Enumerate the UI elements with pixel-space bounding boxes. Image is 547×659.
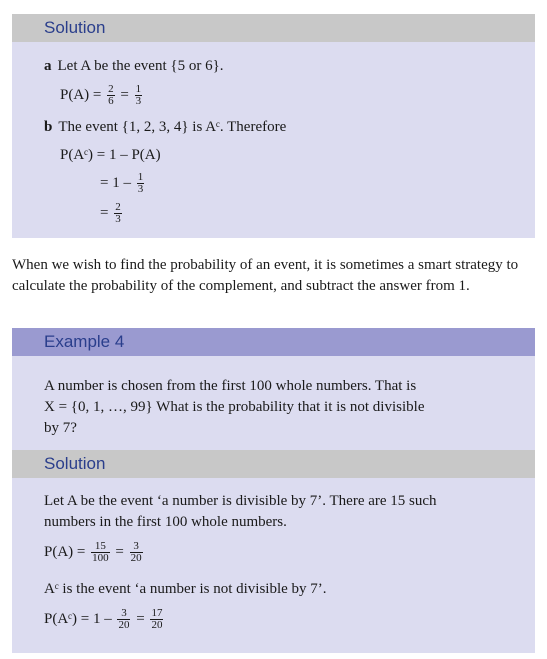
part-a-line (44, 56, 224, 76)
body-paragraph: When we wish to find the probability of an event, it is sometimes a smart strategy to calculate the probability of the complement, and subtract the answer from 1. (12, 257, 519, 294)
solution-title: Solution (44, 18, 106, 37)
solution-header (12, 14, 535, 42)
pa-equation: P(A) = $\frac{2}{6}$ = $\frac{1}{3}$ (60, 83, 142, 107)
pb-line3: = $\frac{2}{3}$ (100, 201, 121, 225)
part-b-label: b (44, 119, 53, 135)
fraction: $\frac{17}{20}$ (151, 607, 163, 631)
fraction: $\frac{1}{3}$ (135, 83, 142, 107)
fraction: $\frac{15}{100}$ (92, 540, 109, 564)
pa-equation: P(A) = $\frac{15}{100}$ = $\frac{3}{20}$ (44, 540, 142, 564)
complement-text: Aᶜ is the event ‘a number is not divisible by 7’. (44, 581, 327, 597)
solution-line-2: numbers in the first 100 whole numbers. (44, 514, 287, 530)
solution-header (12, 450, 535, 478)
fraction: $\frac{3}{20}$ (118, 607, 130, 631)
part-a-label: a (44, 58, 52, 74)
question-line-1: A number is chosen from the first 100 whole numbers. That is (44, 378, 417, 394)
question-line-3: by 7? (44, 420, 77, 436)
pb-line2: = 1 – $\frac{1}{3}$ (100, 171, 144, 195)
pac-equation: P(Aᶜ) = 1 – $\frac{3}{20}$ = $\frac{17}{20}$ (44, 607, 163, 631)
fraction: $\frac{2}{6}$ (108, 83, 114, 107)
pb-line1: P(Aᶜ) = 1 – P(A) (60, 147, 161, 163)
example-title: Example 4 (44, 332, 125, 351)
fraction: $\frac{2}{3}$ (115, 201, 121, 225)
fraction: $\frac{3}{20}$ (130, 540, 142, 564)
question-line-2: X = {0, 1, …, 99} What is the probability that it is not divisible (44, 399, 425, 415)
part-a-text: Let A be the event {5 or 6}. (57, 58, 224, 74)
example-header (12, 328, 535, 356)
part-b-text: The event {1, 2, 3, 4} is Aᶜ. Therefore (58, 119, 287, 135)
fraction: $\frac{1}{3}$ (137, 171, 144, 195)
pa-lhs: P(A) = (60, 86, 102, 103)
solution-title: Solution (44, 454, 106, 473)
part-b-line (44, 117, 286, 137)
solution-line-1: Let A be the event ‘a number is divisible by 7’. There are 15 such (44, 493, 437, 509)
